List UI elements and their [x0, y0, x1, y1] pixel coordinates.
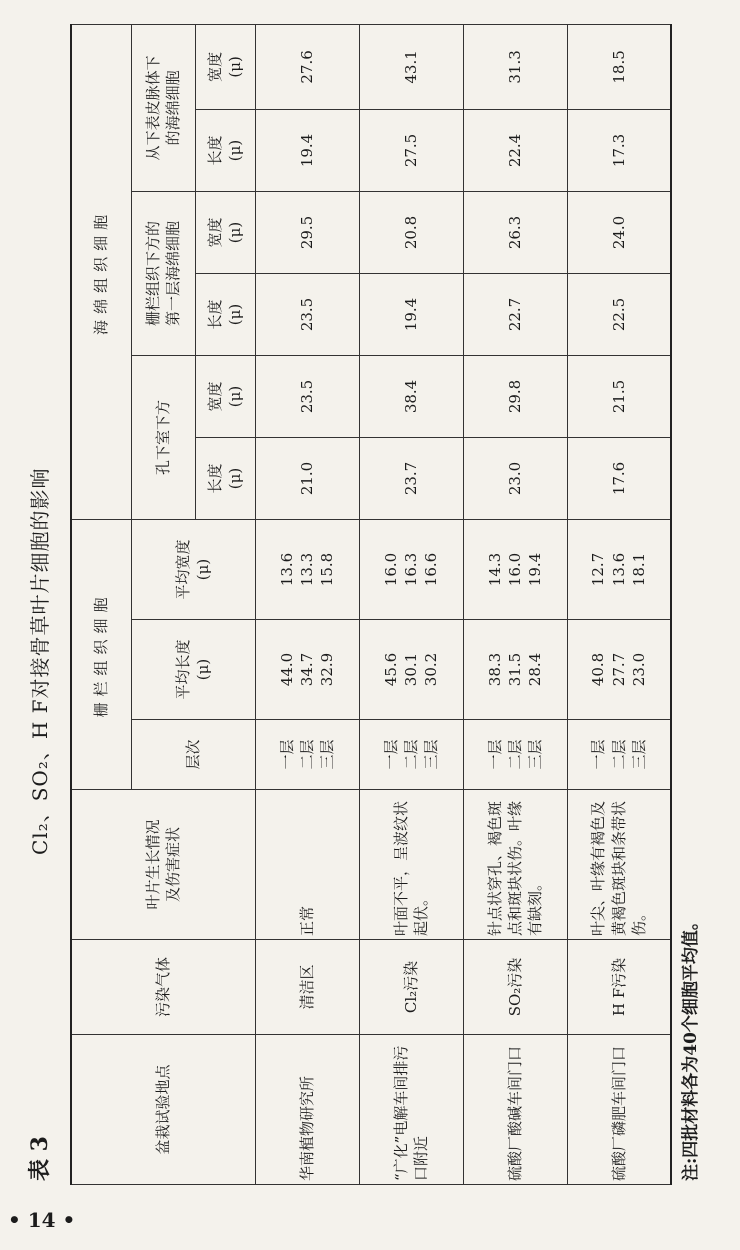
table-title: Cl₂、SO₂、H F对接骨草叶片细胞的影响 [28, 467, 52, 855]
cell-avg-length [255, 620, 359, 720]
header-avg-length [131, 620, 255, 720]
avg-width-value: 19.4 [526, 552, 545, 587]
cell-first-layer-width: 29.5 [255, 191, 359, 273]
cell-site: 硫酸厂磷肥车间门口 [567, 1035, 671, 1185]
avg-width-value: 14.3 [485, 552, 504, 587]
layer-label: 一层 [589, 739, 608, 770]
header-width-line1: 宽度 [205, 51, 224, 82]
header-symptom-line2: 及伤害症状 [164, 827, 183, 903]
table-row [567, 24, 671, 1184]
avg-length-value: 27.7 [609, 652, 628, 687]
cell-gas: Cl₂污染 [359, 940, 463, 1035]
cell-first-layer-width: 26.3 [463, 191, 567, 273]
header-avg-length-line1: 平均长度 [173, 639, 192, 700]
avg-length-value: 44.0 [277, 652, 296, 687]
header-length-line1: 长度 [205, 463, 224, 494]
header-spongy: 海绵组织细胞 [71, 24, 131, 519]
avg-width-value: 16.0 [505, 552, 524, 587]
layer-label: 三层 [629, 739, 648, 770]
layer-label: 二层 [401, 739, 420, 770]
cell-lower-epidermis-length: 19.4 [255, 109, 359, 191]
layer-label: 三层 [526, 739, 545, 770]
header-sub-lower-epidermis [131, 24, 195, 191]
header-avg-width-line1: 平均宽度 [173, 539, 192, 600]
cell-avg-length [359, 620, 463, 720]
cell-sub-stomatal-width: 23.5 [255, 355, 359, 437]
header-layer: 层次 [131, 720, 255, 790]
cell-first-layer-length: 22.5 [567, 273, 671, 355]
table-row [359, 24, 463, 1184]
cell-lower-epidermis-width: 18.5 [567, 24, 671, 109]
avg-length-value: 30.1 [401, 652, 420, 687]
cell-sub-stomatal-length: 23.7 [359, 437, 463, 519]
header-site: 盆栽试验地点 [71, 1035, 255, 1185]
cell-avg-length [463, 620, 567, 720]
header-width [195, 355, 255, 437]
cell-layers [463, 720, 567, 790]
header-length [195, 273, 255, 355]
cell-sub-stomatal-length: 21.0 [255, 437, 359, 519]
layer-label: 一层 [485, 739, 504, 770]
cell-first-layer-length: 22.7 [463, 273, 567, 355]
cell-lower-epidermis-width: 43.1 [359, 24, 463, 109]
avg-length-value: 32.9 [318, 652, 337, 687]
cell-first-layer-width: 24.0 [567, 191, 671, 273]
cell-sub-stomatal-width: 21.5 [567, 355, 671, 437]
avg-length-value: 40.8 [589, 652, 608, 687]
header-avg-width-line2: (μ) [194, 558, 212, 581]
cell-avg-width [567, 519, 671, 619]
cell-sub-stomatal-width: 38.4 [359, 355, 463, 437]
cell-symptom: 正常 [255, 790, 359, 940]
header-length-line1: 长度 [205, 135, 224, 166]
header-sub-lower-epidermis-line1: 从下表皮脉体下 [143, 55, 162, 161]
table-label: 表 3 [27, 1136, 53, 1181]
layer-label: 三层 [422, 739, 441, 770]
rotated-table-sheet [20, 25, 720, 1185]
data-table [70, 24, 672, 1185]
layer-label: 二层 [505, 739, 524, 770]
header-length [195, 109, 255, 191]
cell-lower-epidermis-length: 22.4 [463, 109, 567, 191]
cell-symptom: 针点状穿孔、褐色斑点和斑块状伤。叶缘有缺刻。 [463, 790, 567, 940]
avg-length-value: 31.5 [505, 652, 524, 687]
avg-width-value: 13.3 [297, 552, 316, 587]
cell-layers [255, 720, 359, 790]
header-width [195, 191, 255, 273]
layer-label: 二层 [609, 739, 628, 770]
cell-sub-stomatal-length: 23.0 [463, 437, 567, 519]
header-sub-first-layer [131, 191, 195, 355]
table-row [463, 24, 567, 1184]
cell-first-layer-width: 20.8 [359, 191, 463, 273]
cell-first-layer-length: 23.5 [255, 273, 359, 355]
layer-label: 二层 [297, 739, 316, 770]
cell-gas: SO₂污染 [463, 940, 567, 1035]
cell-first-layer-length: 19.4 [359, 273, 463, 355]
header-length-line2: (μ) [226, 303, 244, 326]
header-length-line2: (μ) [226, 139, 244, 162]
avg-width-value: 13.6 [609, 552, 628, 587]
cell-sub-stomatal-length: 17.6 [567, 437, 671, 519]
header-length [195, 437, 255, 519]
header-width-line2: (μ) [226, 385, 244, 408]
header-width-line2: (μ) [226, 221, 244, 244]
cell-sub-stomatal-width: 29.8 [463, 355, 567, 437]
table-row [255, 24, 359, 1184]
cell-symptom: 叶尖、叶缘有褐色及黄褐色斑块和条带状伤。 [567, 790, 671, 940]
layer-label: 三层 [318, 739, 337, 770]
avg-width-value: 16.3 [401, 552, 420, 587]
cell-lower-epidermis-width: 31.3 [463, 24, 567, 109]
cell-gas: 清洁区 [255, 940, 359, 1035]
header-length-line1: 长度 [205, 299, 224, 330]
header-length-line2: (μ) [226, 467, 244, 490]
avg-length-value: 23.0 [629, 652, 648, 687]
header-width [195, 24, 255, 109]
avg-width-value: 13.6 [277, 552, 296, 587]
header-symptom-line1: 叶片生长情况 [144, 819, 162, 910]
cell-avg-width [359, 519, 463, 619]
header-avg-width [131, 519, 255, 619]
cell-site: “广化”电解车间排污口附近 [359, 1035, 463, 1185]
cell-lower-epidermis-length: 17.3 [567, 109, 671, 191]
cell-avg-length [567, 620, 671, 720]
layer-label: 一层 [277, 739, 296, 770]
cell-gas: H F污染 [567, 940, 671, 1035]
avg-width-value: 12.7 [589, 552, 608, 587]
cell-avg-width [255, 519, 359, 619]
header-sub-first-layer-line2: 第一层海绵细胞 [164, 220, 182, 326]
cell-layers [359, 720, 463, 790]
header-sub-lower-epidermis-line2: 的海绵细胞 [164, 70, 182, 146]
avg-width-value: 18.1 [629, 552, 648, 587]
cell-lower-epidermis-length: 27.5 [359, 109, 463, 191]
header-symptom [71, 790, 255, 940]
header-gas: 污染气体 [71, 940, 255, 1035]
header-sub-first-layer-line1: 栅栏组织下方的 [143, 220, 162, 326]
header-avg-length-line2: (μ) [194, 658, 212, 681]
cell-layers [567, 720, 671, 790]
table-body [255, 24, 671, 1184]
table-note: 注:四批材料各为40个细胞平均值。 [681, 913, 701, 1181]
header-palisade: 栅栏组织细胞 [71, 519, 131, 789]
header-width-line1: 宽度 [205, 381, 224, 412]
cell-symptom: 叶面不平，呈波纹状起伏。 [359, 790, 463, 940]
avg-length-value: 30.2 [422, 652, 441, 687]
header-sub-stomatal: 孔下室下方 [131, 355, 195, 519]
avg-length-value: 38.3 [485, 652, 504, 687]
avg-width-value: 15.8 [318, 552, 337, 587]
header-width-line2: (μ) [226, 56, 244, 78]
avg-width-value: 16.0 [381, 552, 400, 587]
table-caption [20, 25, 60, 1185]
cell-lower-epidermis-width: 27.6 [255, 24, 359, 109]
cell-site: 硫酸厂酸碱车间门口 [463, 1035, 567, 1185]
cell-avg-width [463, 519, 567, 619]
header-width-line1: 宽度 [205, 217, 224, 248]
avg-length-value: 34.7 [297, 652, 316, 687]
layer-label: 一层 [381, 739, 400, 770]
avg-length-value: 28.4 [526, 652, 545, 687]
cell-site: 华南植物研究所 [255, 1035, 359, 1185]
avg-width-value: 16.6 [422, 552, 441, 587]
page-number: • 14 • [8, 1208, 76, 1232]
avg-length-value: 45.6 [381, 652, 400, 687]
